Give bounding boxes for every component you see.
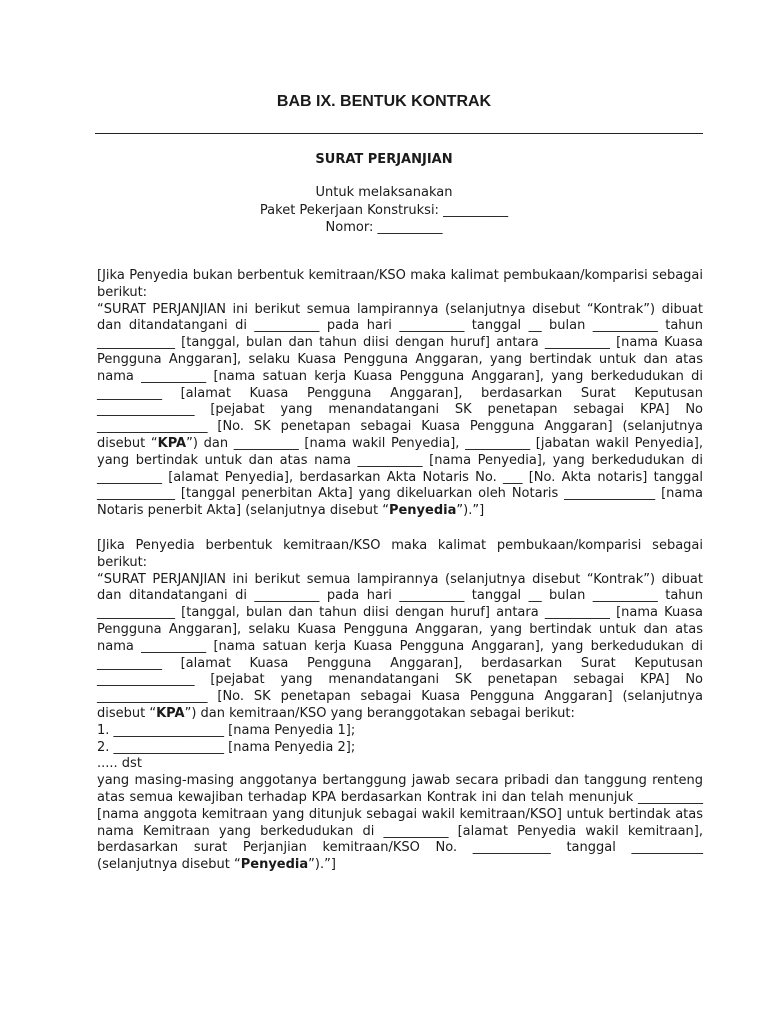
- penyedia-term: Penyedia: [240, 857, 309, 873]
- contract-header: [0, 184, 768, 237]
- kpa-term: KPA: [157, 435, 187, 451]
- document-body: [97, 268, 703, 892]
- paragraph-text: ”).”]: [456, 503, 485, 519]
- paragraph-kso: [97, 538, 703, 874]
- paragraph-intro: [Jika Penyedia bukan berbentuk kemitraan/KSO maka kalimat pembukaan/komparisi sebagai berikut:: [97, 268, 703, 300]
- header-line-number: Nomor: __________: [325, 220, 443, 235]
- paragraph-text: yang masing-masing anggotanya bertanggung jawab secara pribadi dan tanggung renteng atas semua kewajiban terhadap KPA berdasarkan Kontrak ini dan telah menunjuk __________ [nama anggota kemitraan yang ditunjuk sebagai wakil kemitraan/KSO] untuk bertindak atas nama Kemitraan yang berkedudukan di __________ [alamat Penyedia wakil kemitraan], berdasarkan surat Perjanjian kemitraan/KSO No. ____________ tanggal ___________ (selanjutnya disebut “: [97, 773, 703, 873]
- paragraph-text: ”) dan __________ [nama wakil Penyedia], __________ [jabatan wakil Penyedia], yang bertindak untuk dan atas nama __________ [nama Penyedia], yang berkedudukan di __________ [alamat Penyedia], berdasarkan Akta Notaris No. ___ [No. Akta notaris] tanggal ____________ [tanggal penerbitan Akta] yang dikeluarkan oleh Notaris ______________ [nama Notaris penerbit Akta] (selanjutnya disebut “: [97, 435, 703, 519]
- paragraph-non-kso: [97, 268, 703, 520]
- paragraph-intro: [Jika Penyedia berbentuk kemitraan/KSO maka kalimat pembukaan/komparisi sebagai berikut:: [97, 537, 703, 570]
- title-divider: [95, 133, 703, 134]
- member-list-item: 1. _________________ [nama Penyedia 1];: [97, 722, 356, 738]
- paragraph-text: “SURAT PERJANJIAN ini berikut semua lampirannya (selanjutnya disebut “Kontrak”) dibuat dan ditandatangani di __________ pada hari __________ tanggal __ bulan __________ tahun ____________ [tanggal, bulan dan tahun diisi dengan huruf] antara __________ [nama Kuasa Pengguna Anggaran], selaku Kuasa Pengguna Anggaran, yang bertindak untuk dan atas nama __________ [nama satuan kerja Kuasa Pengguna Anggaran], yang berkedudukan di __________ [alamat Kuasa Pengguna Anggaran], berdasarkan Surat Keputusan _______________ [pejabat yang menandatangani SK penetapan sebagai KPA] No _________________ [No. SK penetapan sebagai Kuasa Pengguna Anggaran] (selanjutnya disebut “: [97, 571, 703, 721]
- header-line-purpose: Untuk melaksanakan: [315, 185, 453, 200]
- chapter-title: BAB IX. BENTUK KONTRAK: [276, 93, 492, 110]
- paragraph-text: ”).”]: [308, 857, 336, 873]
- paragraph-text: “SURAT PERJANJIAN ini berikut semua lampirannya (selanjutnya disebut “Kontrak”) dibuat dan ditandatangani di __________ pada hari __________ tanggal __ bulan __________ tahun ____________ [tanggal, bulan dan tahun diisi dengan huruf] antara __________ [nama Kuasa Pengguna Anggaran], selaku Kuasa Pengguna Anggaran, yang bertindak untuk dan atas nama __________ [nama satuan kerja Kuasa Pengguna Anggaran], yang berkedudukan di __________ [alamat Kuasa Pengguna Anggaran], berdasarkan Surat Keputusan _______________ [pejabat yang menandatangani SK penetapan sebagai KPA] No _________________ [No. SK penetapan sebagai Kuasa Pengguna Anggaran] (selanjutnya disebut “: [97, 301, 703, 451]
- header-line-package: Paket Pekerjaan Konstruksi: __________: [259, 202, 509, 218]
- kpa-term: KPA: [156, 705, 185, 721]
- member-list-item: ..... dst: [97, 756, 142, 772]
- document-title: SURAT PERJANJIAN: [315, 152, 453, 167]
- paragraph-text: ”) dan kemitraan/KSO yang beranggotakan sebagai berikut:: [184, 705, 575, 721]
- member-list-item: 2. _________________ [nama Penyedia 2];: [97, 739, 356, 755]
- penyedia-term: Penyedia: [388, 503, 457, 519]
